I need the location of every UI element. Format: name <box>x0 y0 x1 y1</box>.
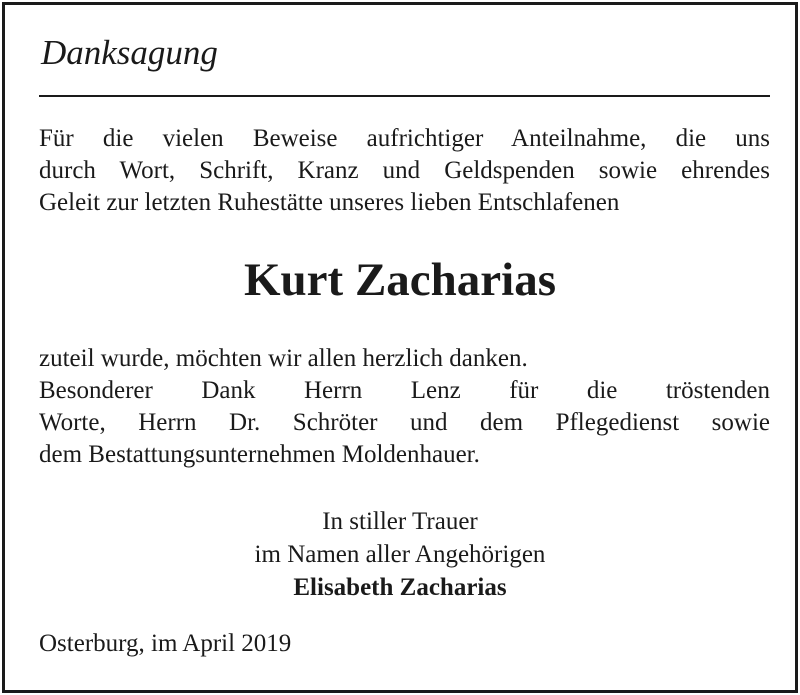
thanks-line: zuteil wurde, möchten wir allen herzlich danken. <box>39 345 528 372</box>
closing-line: im Namen aller Angehörigen <box>254 541 546 568</box>
intro-line: Geleit zur letzten Ruhestätte unseres lieben Entschlafenen <box>39 189 620 216</box>
thanks-line: Besonderer Dank Herrn Lenz für die tröstenden <box>39 377 770 404</box>
deceased-name: Kurt Zacharias <box>243 254 557 306</box>
place-date: Osterburg, im April 2019 <box>39 630 292 657</box>
heading-divider <box>39 95 770 97</box>
intro-line: Für die vielen Beweise aufrichtiger Anteilnahme, die uns <box>39 125 770 152</box>
intro-line: durch Wort, Schrift, Kranz und Geldspenden sowie ehrendes <box>39 157 770 184</box>
thanks-line: Worte, Herrn Dr. Schröter und dem Pflegedienst sowie <box>39 409 770 436</box>
thanks-line: dem Bestattungsunternehmen Moldenhauer. <box>39 441 480 468</box>
heading: Danksagung <box>41 33 218 72</box>
intro-paragraph <box>39 123 770 219</box>
thanks-paragraph <box>39 343 770 471</box>
closing-block <box>5 505 795 604</box>
obituary-card <box>2 2 798 693</box>
signer-name: Elisabeth Zacharias <box>293 574 507 601</box>
closing-line: In stiller Trauer <box>322 508 478 535</box>
